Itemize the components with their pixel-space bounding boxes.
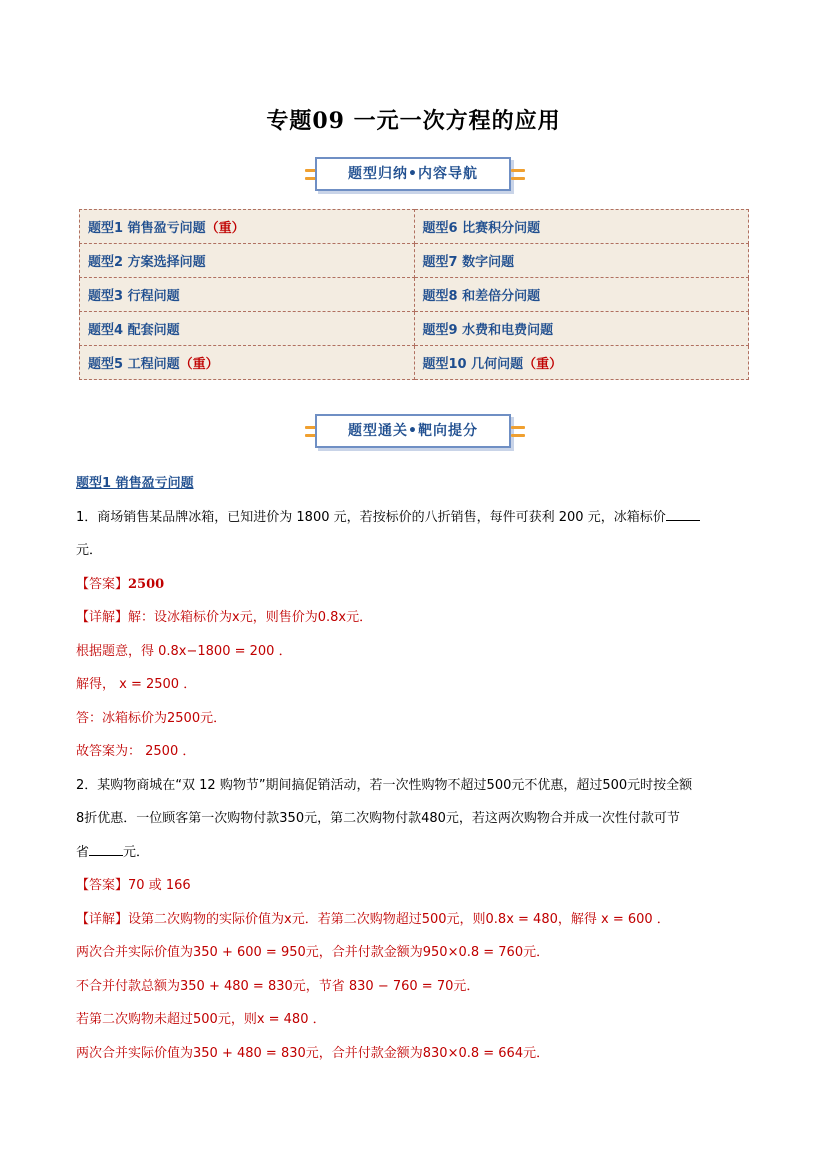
question-1-text: 1．商场销售某品牌冰箱，已知进价为 1800 元，若按标价的八折销售，每件可获利 200 元，冰箱标价 <box>76 504 756 538</box>
question-2-text: 2．某购物商城在“双 12 购物节”期间搞促销活动，若一次性购物不超过500元不优惠，超过500元时按全额 <box>76 777 693 793</box>
explanation-step: 根据题意，得 0.8x−1800 = 200 ． <box>76 643 292 659</box>
answer: 【答案】2500 <box>76 576 165 592</box>
table-row <box>80 210 749 244</box>
nav-item[interactable]: 题型9 水费和电费问题 <box>414 312 749 346</box>
answer-blank <box>666 506 700 521</box>
explanation-step: 解得， x = 2500 ． <box>76 677 197 692</box>
explanation-step: 故答案为： 2500 ． <box>76 744 196 759</box>
explanation-step: 不合并付款总额为350 + 480 = 830元，节省 830 − 760 = 70元． <box>76 978 480 994</box>
answer-blank <box>89 841 123 856</box>
nav-item[interactable]: 题型10 几何问题（重） <box>414 346 749 380</box>
page-title: 专题09 一元一次方程的应用 <box>266 108 561 134</box>
question-2-text-cont: 省 元． <box>76 839 756 873</box>
section-title[interactable]: 题型1 销售盈亏问题 <box>76 476 194 491</box>
explanation: 【详解】解：设冰箱标价为x元，则售价为0.8x元． <box>76 610 373 625</box>
table-row <box>80 244 749 278</box>
answer: 【答案】70 或 166 <box>76 878 191 893</box>
nav-item[interactable]: 题型2 方案选择问题 <box>80 244 415 278</box>
nav-item[interactable]: 题型8 和差倍分问题 <box>414 278 749 312</box>
nav-item[interactable]: 题型6 比赛积分问题 <box>414 210 749 244</box>
nav-item[interactable]: 题型4 配套问题 <box>80 312 415 346</box>
explanation-step: 若第二次购物未超过500元，则x = 480 ． <box>76 1012 326 1027</box>
nav-item[interactable]: 题型3 行程问题 <box>80 278 415 312</box>
explanation-step: 两次合并实际价值为350 + 480 = 830元，合并付款金额为830×0.8 = 664元． <box>76 1045 550 1061</box>
nav-banner-label: 题型归纳•内容导航 <box>315 157 511 191</box>
practice-banner-label: 题型通关•靶向提分 <box>315 414 511 448</box>
table-row <box>80 278 749 312</box>
nav-item[interactable]: 题型1 销售盈亏问题（重） <box>80 210 415 244</box>
question-2-text-cont: 8折优惠．一位顾客第一次购物付款350元，第二次购物付款480元，若这两次购物合并成一次性付款可节 <box>76 811 680 826</box>
explanation-step: 两次合并实际价值为350 + 600 = 950元，合并付款金额为950×0.8 = 760元． <box>76 945 550 960</box>
nav-item[interactable]: 题型5 工程问题（重） <box>80 346 415 380</box>
topic-navigation-table <box>79 209 749 380</box>
nav-item[interactable]: 题型7 数字问题 <box>414 244 749 278</box>
nav-banner <box>305 157 525 195</box>
table-row <box>80 346 749 380</box>
explanation-step: 答：冰箱标价为2500元． <box>76 710 227 726</box>
table-row <box>80 312 749 346</box>
question-1-text-cont: 元． <box>76 543 103 558</box>
explanation: 【详解】设第二次购物的实际价值为x元．若第二次购物超过500元，则0.8x = 480，解得 x = 600 ． <box>76 911 670 927</box>
content <box>76 470 756 1073</box>
practice-banner <box>305 414 525 452</box>
